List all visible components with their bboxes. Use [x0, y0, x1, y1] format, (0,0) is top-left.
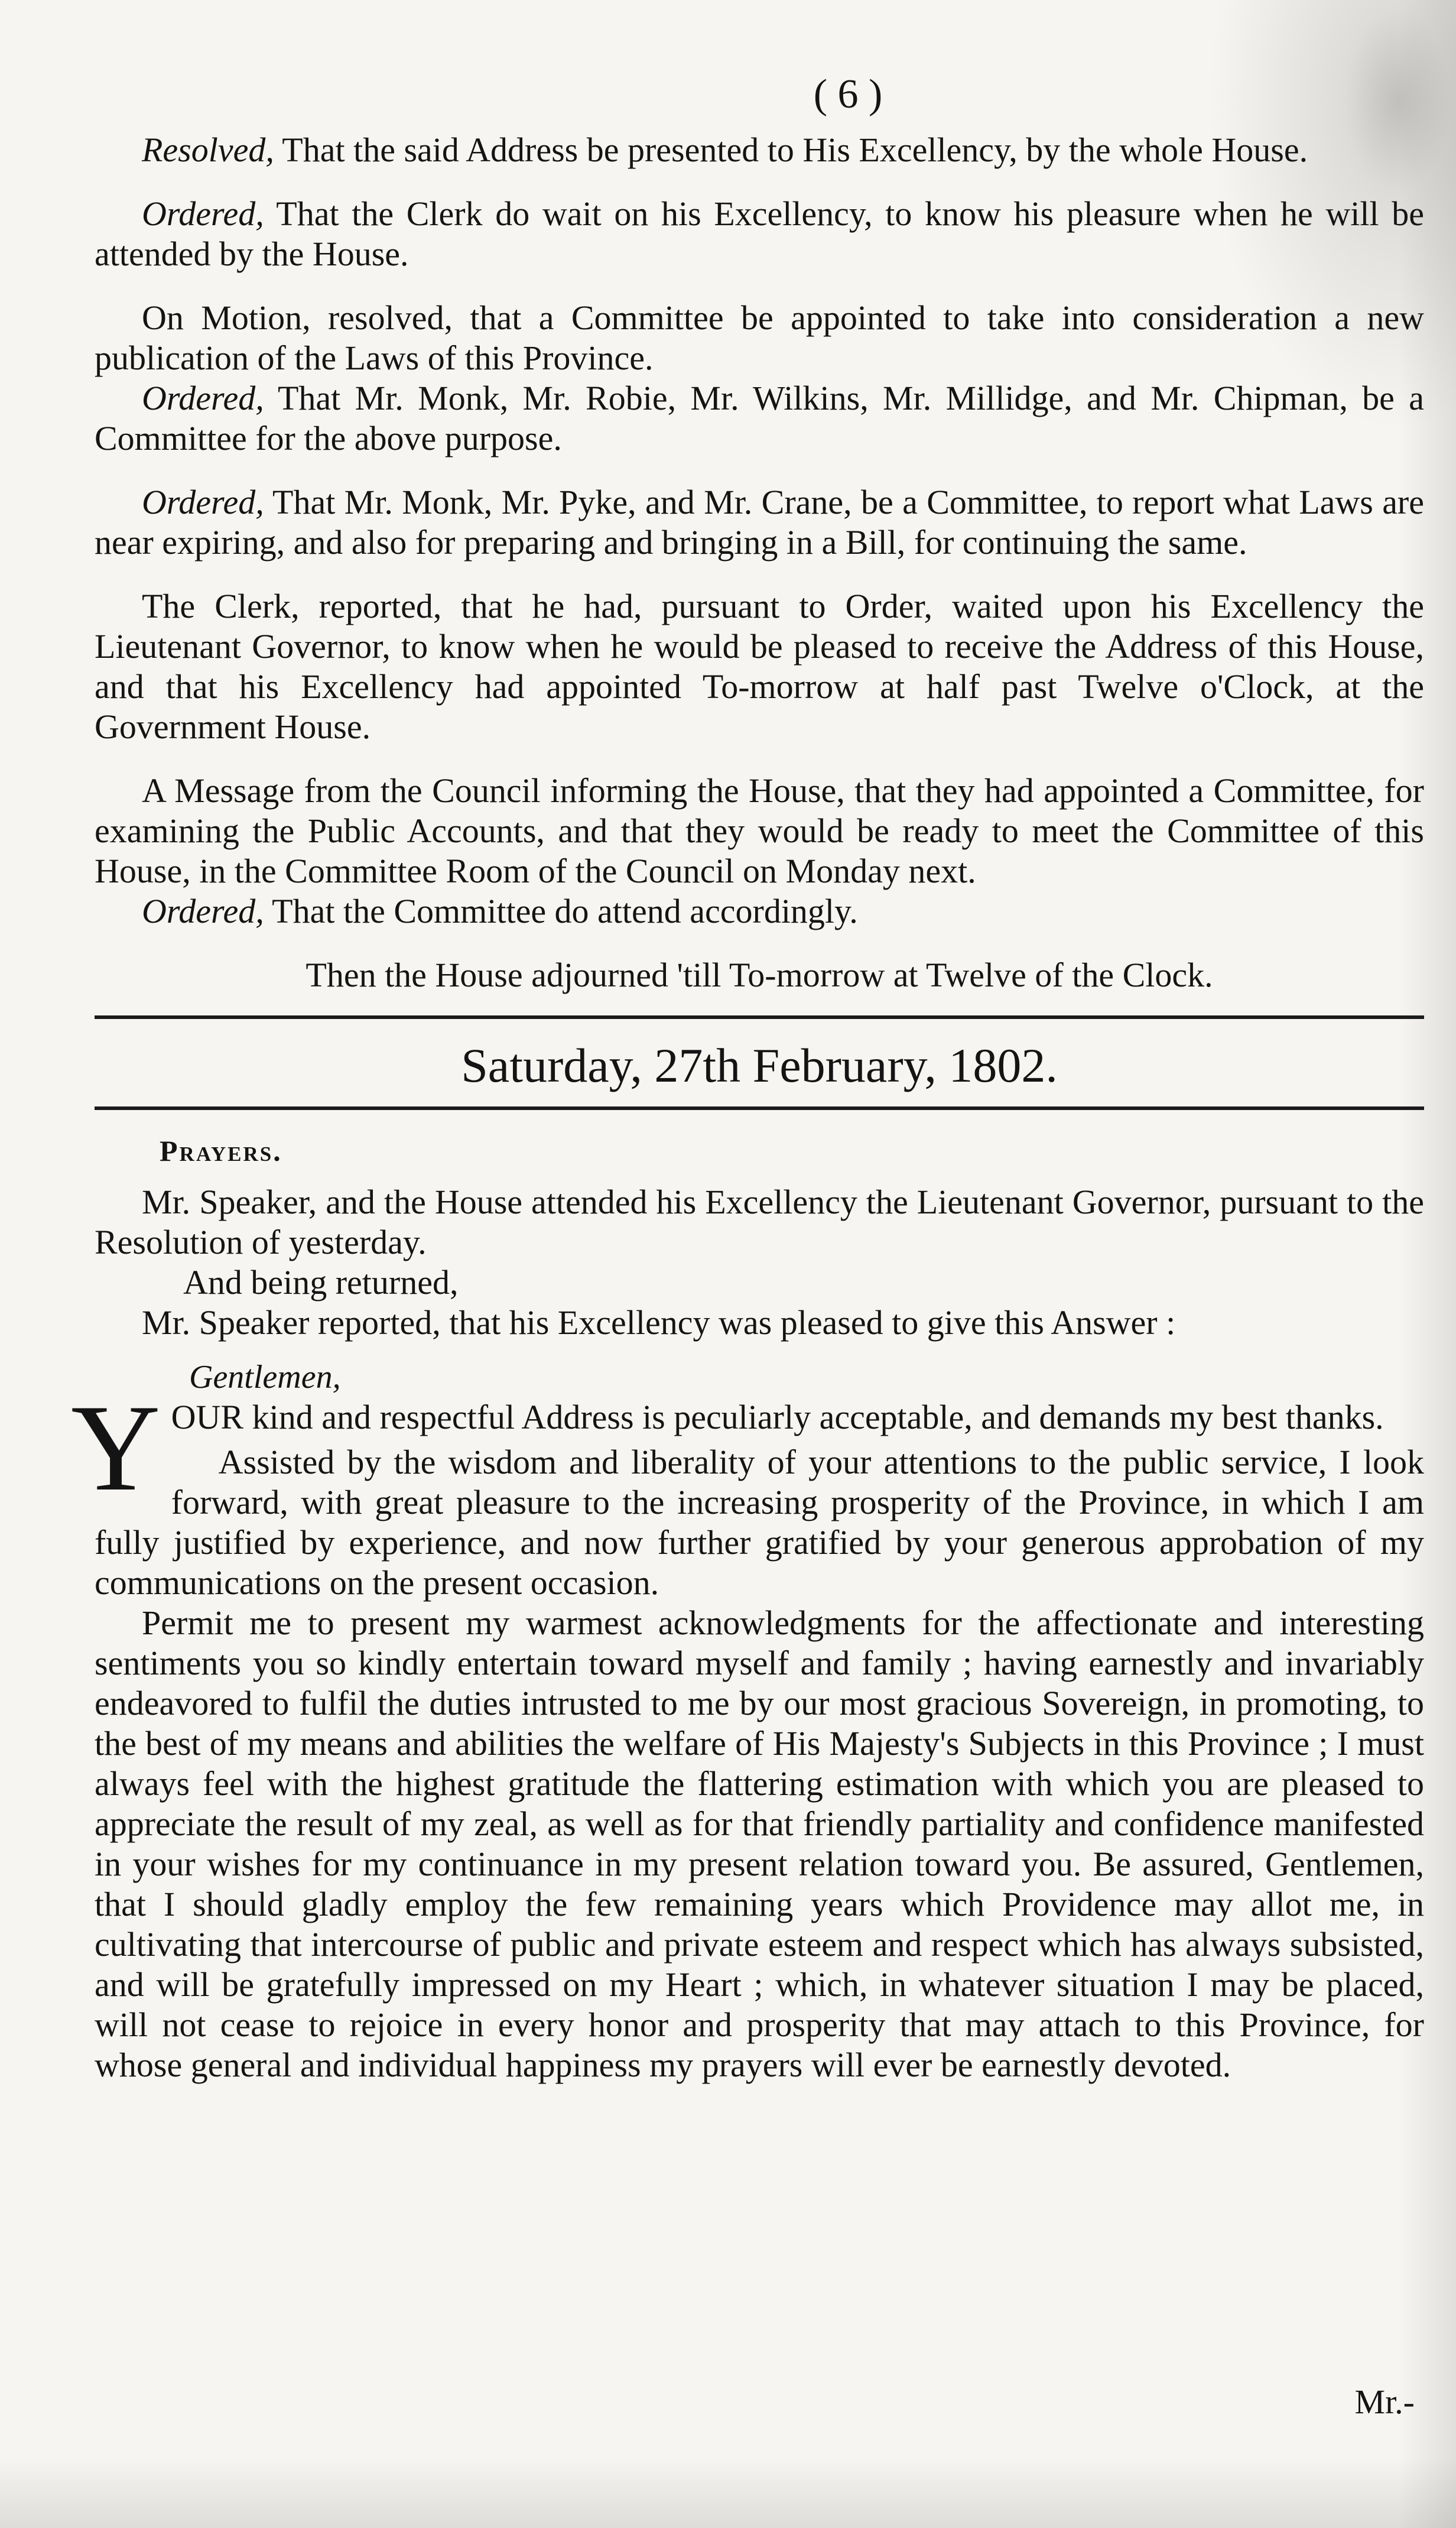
paragraph-text: On Motion, resolved, that a Committee be appointed to take into consideration a new publication of the Laws of this Province. — [95, 298, 1424, 377]
paragraph-text: That the said Address be presented to His Excellency, by the whole House. — [274, 131, 1308, 169]
paragraph-speaker-reported: Mr. Speaker reported, that his Excellency was pleased to give this Answer : — [142, 1303, 1176, 1342]
bottom-rule — [95, 1106, 1424, 1110]
paragraph-lead: Ordered, — [142, 483, 264, 521]
paragraph-lead: Ordered, — [142, 379, 264, 417]
answer-paragraph: Assisted by the wisdom and liberality of your attentions to the public service, I look forward, with great pleasure to the increasing prosperity of the Province, in which I am fully justified by experience, and now further gratified by your generous approbation of my communications on the present occasion. — [95, 1443, 1424, 1602]
proceedings-before — [95, 130, 1424, 932]
paragraph-text: That Mr. Monk, Mr. Pyke, and Mr. Crane, be a Committee, to report what Laws are near expiring, and also for preparing and bringing in a Bill, for continuing the same. — [95, 483, 1424, 562]
top-rule — [95, 1015, 1424, 1019]
paragraph-text: That the Clerk do wait on his Excellency, to know his pleasure when he will be attended by the House. — [95, 194, 1424, 273]
answer-paragraph: Permit me to present my warmest acknowledgments for the affectionate and interesting sentiments you so kindly entertain toward myself and family ; having earnestly and invariably endeavored to fulfil the duties intrusted to me by our most gracious Sovereign, in promoting, to the best of my means and abilities the welfare of His Majesty's Subjects in this Province ; I must always feel with the highest gratitude the flattering estimation with which you are pleased to appreciate the result of my zeal, as well as for that friendly partiality and confidence manifested in your wishes for my continuance in my present relation toward you. Be assured, Gentlemen, that I should gladly employ the few remaining years which Providence may allot me, in cultivating that intercourse of public and private esteem and respect which has always subsisted, and will be gratefully impressed on my Heart ; which, in whatever situation I may be placed, will not cease to rejoice in every honor and prosperity that may attach to this Province, for whose general and individual happiness my prayers will ever be earnestly devoted. — [95, 1604, 1424, 2084]
answer-first-paragraph — [71, 1380, 1424, 1517]
paragraph-speaker-attended: Mr. Speaker, and the House attended his Excellency the Lieutenant Governor, pursuant to the Resolution of yesterday. — [95, 1183, 1424, 1261]
prayers-label: Prayers. — [160, 1134, 282, 1167]
paragraph-resolved-address — [95, 130, 1424, 170]
paragraph-motion-laws — [95, 298, 1424, 378]
page-content — [71, 71, 1424, 2085]
paragraph-ordered-expiring-laws — [95, 482, 1424, 563]
paragraph-text: That the Committee do attend accordingly. — [264, 892, 858, 930]
paragraph-council-message — [95, 771, 1424, 891]
paragraph-text: A Message from the Council informing the House, that they had appointed a Committee, for examining the Public Accounts, and that they would be ready to meet the Committee of this House, in the Committee Room of the Council on Monday next. — [95, 771, 1424, 890]
proceedings-after — [95, 1182, 1424, 1343]
answer-first-text: OUR kind and respectful Address is peculiarly acceptable, and demands my best thanks. — [171, 1398, 1384, 1436]
paragraph-ordered-committee — [95, 378, 1424, 459]
catchword: Mr.- — [1354, 2383, 1415, 2421]
drop-cap: Y — [71, 1380, 161, 1517]
paragraph-text: The Clerk, reported, that he had, pursuant to Order, waited upon his Excellency the Lieutenant Governor, to know when he would be pleased to receive the Address of this House, and that his Excellency had appointed To-morrow at half past Twelve o'Clock, at the Government House. — [95, 587, 1424, 746]
paragraph-lead: Ordered, — [142, 892, 264, 930]
paragraph-being-returned: And being returned, — [183, 1263, 459, 1302]
paragraph-clerk-reported — [95, 586, 1424, 747]
date-heading: Saturday, 27th February, 1802. — [461, 1039, 1058, 1092]
page-number: ( 6 ) — [813, 72, 883, 117]
salutation: Gentlemen, — [189, 1359, 341, 1396]
paragraph-lead: Resolved, — [142, 131, 274, 169]
governor-answer — [71, 1380, 1424, 2085]
paragraph-ordered-clerk — [95, 194, 1424, 274]
paragraph-ordered-attend — [95, 891, 1424, 932]
paragraph-lead: Ordered, — [142, 194, 264, 233]
paragraph-text: That Mr. Monk, Mr. Robie, Mr. Wilkins, Mr. Millidge, and Mr. Chipman, be a Committee for the above purpose. — [95, 379, 1424, 457]
adjourned-line: Then the House adjourned 'till To-morrow at Twelve of the Clock. — [306, 956, 1213, 994]
